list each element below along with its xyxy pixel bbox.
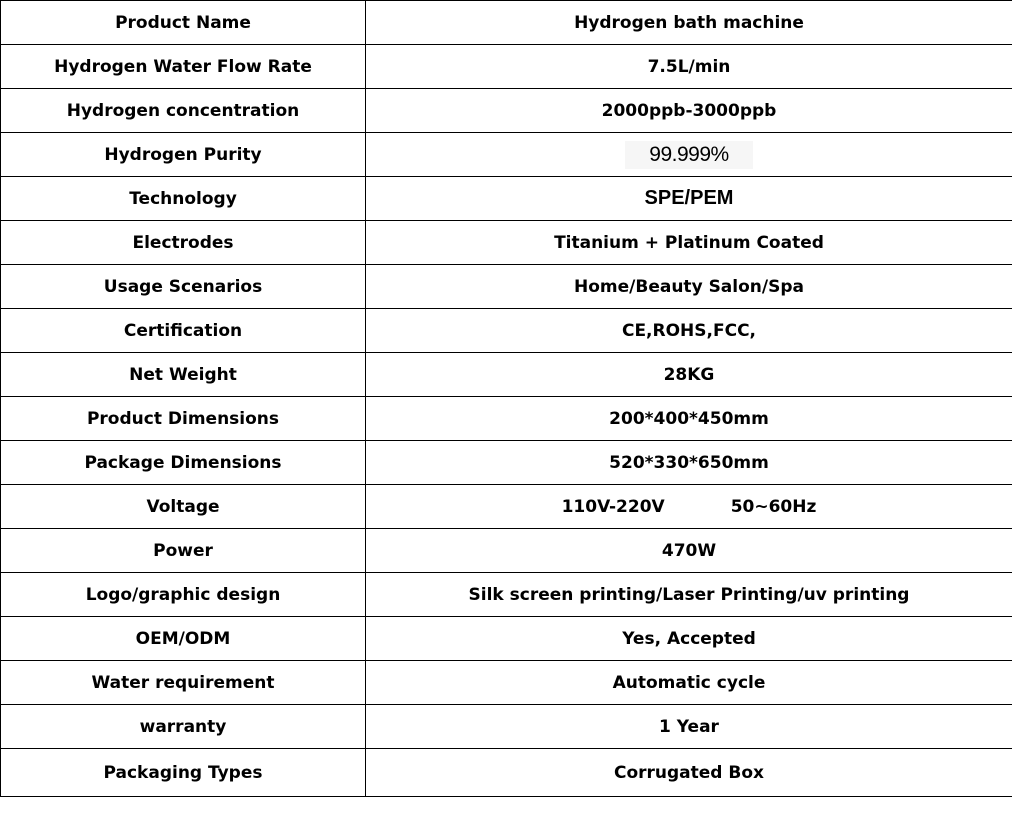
- row-label: Packaging Types: [1, 749, 366, 797]
- table-row: [1, 177, 1012, 221]
- table-row: [1, 573, 1012, 617]
- row-value: 7.5L/min: [366, 45, 1012, 89]
- row-label: Logo/graphic design: [1, 573, 366, 617]
- row-value-cell: [366, 177, 1012, 221]
- table-row: [1, 353, 1012, 397]
- table-row: [1, 661, 1012, 705]
- row-value: Yes, Accepted: [366, 617, 1012, 661]
- table-row: [1, 617, 1012, 661]
- table-row: [1, 309, 1012, 353]
- row-value: 470W: [366, 529, 1012, 573]
- row-value-cell: [366, 485, 1012, 529]
- row-value: Home/Beauty Salon/Spa: [366, 265, 1012, 309]
- table-row: [1, 265, 1012, 309]
- row-value: 28KG: [366, 353, 1012, 397]
- row-label: Voltage: [1, 485, 366, 529]
- table-row: [1, 485, 1012, 529]
- row-value: 200*400*450mm: [366, 397, 1012, 441]
- row-label: Hydrogen concentration: [1, 89, 366, 133]
- row-value: Automatic cycle: [366, 661, 1012, 705]
- row-label: warranty: [1, 705, 366, 749]
- row-label: Hydrogen Water Flow Rate: [1, 45, 366, 89]
- table-row: [1, 529, 1012, 573]
- row-value: 1 Year: [366, 705, 1012, 749]
- row-label: Product Name: [1, 1, 366, 45]
- row-value: 520*330*650mm: [366, 441, 1012, 485]
- row-label: Certification: [1, 309, 366, 353]
- row-value: CE,ROHS,FCC,: [366, 309, 1012, 353]
- row-label: Power: [1, 529, 366, 573]
- table-row: [1, 397, 1012, 441]
- row-label: Electrodes: [1, 221, 366, 265]
- row-label: Package Dimensions: [1, 441, 366, 485]
- row-label: Net Weight: [1, 353, 366, 397]
- table-row: [1, 45, 1012, 89]
- table-row: [1, 705, 1012, 749]
- frequency-value: 50~60Hz: [730, 496, 817, 517]
- row-label: Technology: [1, 177, 366, 221]
- table-row: [1, 749, 1012, 797]
- row-label: Usage Scenarios: [1, 265, 366, 309]
- row-label: Hydrogen Purity: [1, 133, 366, 177]
- row-value: SPE/PEM: [644, 187, 734, 209]
- table-row: [1, 133, 1012, 177]
- row-label: Product Dimensions: [1, 397, 366, 441]
- row-label: OEM/ODM: [1, 617, 366, 661]
- row-value: 99.999%: [625, 141, 752, 169]
- row-value: Hydrogen bath machine: [366, 1, 1012, 45]
- table-row: [1, 221, 1012, 265]
- table-row: [1, 441, 1012, 485]
- voltage-value: 110V-220V: [561, 496, 665, 517]
- row-value: 2000ppb-3000ppb: [366, 89, 1012, 133]
- row-value: Titanium + Platinum Coated: [366, 221, 1012, 265]
- table-row: [1, 89, 1012, 133]
- row-value: Silk screen printing/Laser Printing/uv printing: [366, 573, 1012, 617]
- row-label: Water requirement: [1, 661, 366, 705]
- row-value-cell: [366, 133, 1012, 177]
- table-row: [1, 1, 1012, 45]
- row-value: Corrugated Box: [366, 749, 1012, 797]
